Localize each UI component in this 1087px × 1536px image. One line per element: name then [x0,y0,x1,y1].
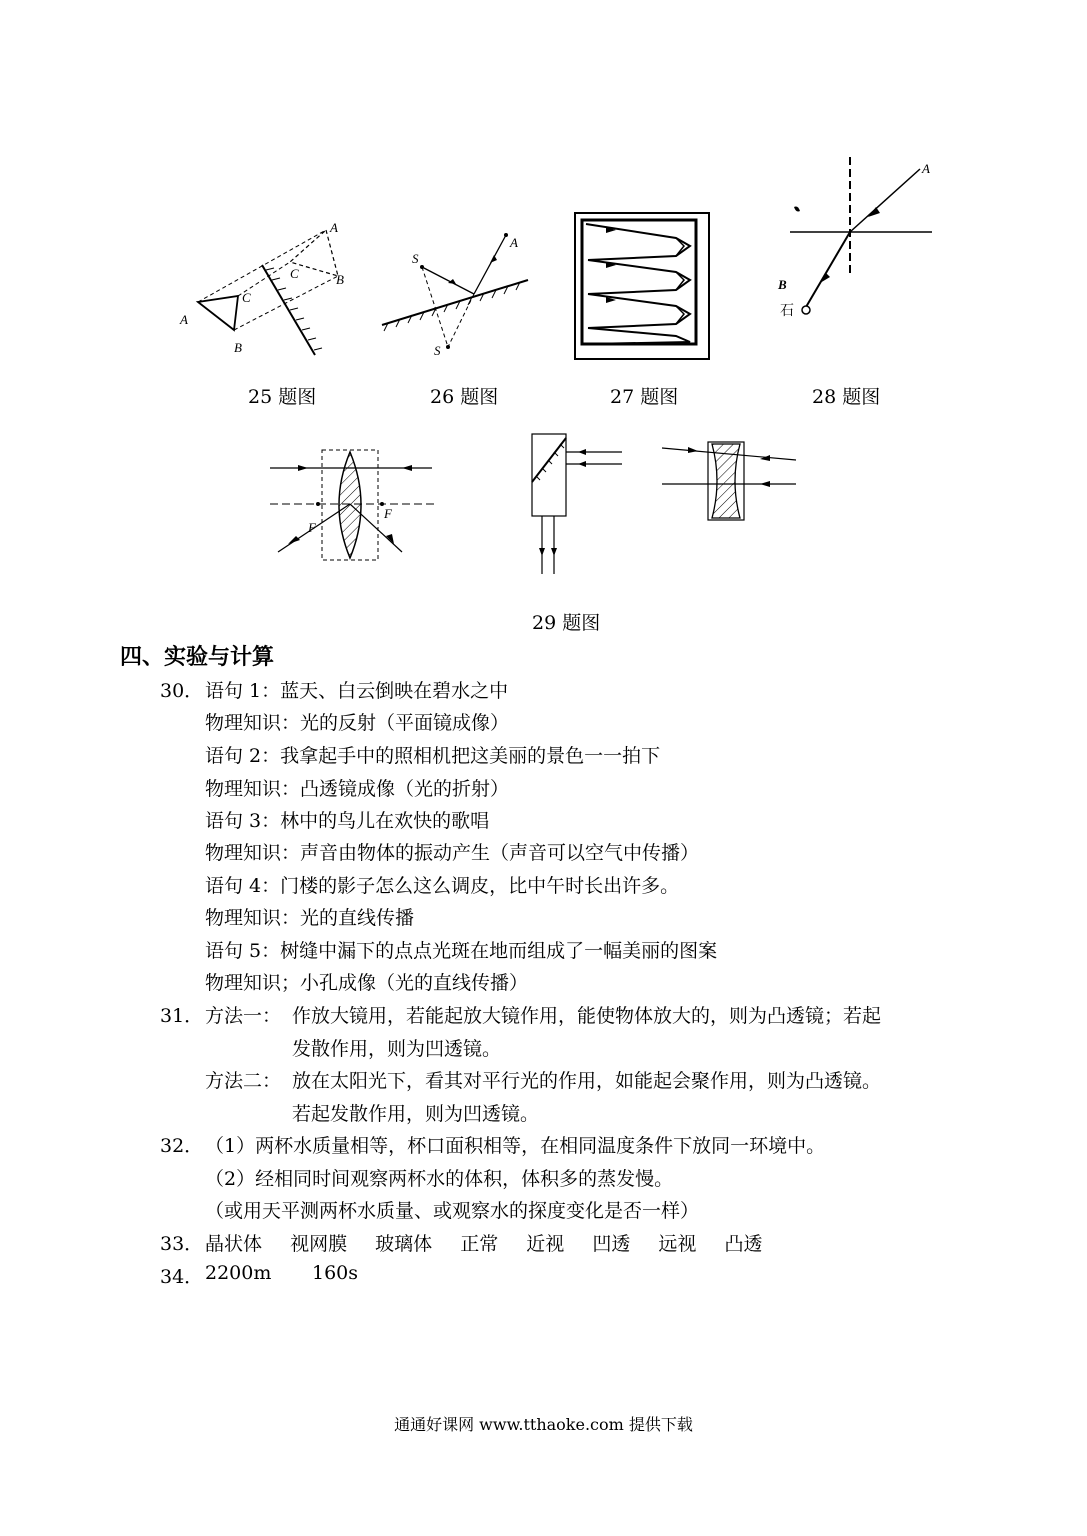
label-S-image: S [434,343,441,358]
q34-number: 34． [160,1266,204,1288]
label-F-left: F [308,520,316,535]
label-A: A [922,161,930,176]
caption-26: 26 题图 [430,386,499,408]
caption-27: 27 题图 [610,386,679,408]
q33-answers [205,1229,762,1256]
q33-number: 33． [160,1233,204,1255]
q33-answer-8: 凸透 [724,1233,763,1255]
q33-answer-3: 玻璃体 [375,1233,433,1255]
label-A-image: A [330,220,338,235]
q32-line2: （2）经相同时间观察两杯水的体积，体积多的蒸发慢。 [205,1168,674,1190]
q31-method2-line1: 放在太阳光下，看其对平行光的作用，如能起会聚作用，则为凸透镜。 [292,1070,882,1092]
label-B: B [234,340,242,355]
q34-answer-1: 2200m [205,1262,272,1284]
label-C: C [242,290,251,305]
q30-line-8: 物理知识：光的直线传播 [205,907,415,929]
q32-line3: （或用天平测两杯水质量、或观察水的探度变化是否一样） [205,1200,700,1222]
label-B: B [778,277,787,292]
label-C-image: C [290,266,299,281]
label-stone: 石 [780,303,794,319]
q31-method1-label: 方法一： [205,1005,282,1027]
section-title: 四、实验与计算 [120,645,275,670]
label-B-image: B [336,272,344,287]
q33-answer-2: 视网膜 [290,1233,348,1255]
caption-28: 28 题图 [812,386,881,408]
q33-answer-7: 远视 [658,1233,697,1255]
q32-number: 32． [160,1135,204,1157]
label-A: A [180,312,188,327]
q31-number: 31． [160,1005,204,1027]
q30-line-3: 语句 2：我拿起手中的照相机把这美丽的景色一一拍下 [205,745,661,767]
figure-26 [378,225,538,360]
q30-line-9: 语句 5：树缝中漏下的点点光斑在地而组成了一幅美丽的图案 [205,940,718,962]
label-S: S [412,251,419,266]
q30-line-2: 物理知识：光的反射（平面镜成像） [205,712,510,734]
q30-line-10: 物理知识；小孔成像（光的直线传播） [205,972,529,994]
caption-29: 29 题图 [532,612,601,634]
q30-line-1: 语句 1：蓝天、白云倒映在碧水之中 [205,680,509,702]
footer: 通通好课网 www.tthaoke.com 提供下载 [394,1415,693,1434]
figure-28 [772,155,942,325]
figure-29-convex-lens [268,448,438,563]
q30-line-6: 物理知识：声音由物体的振动产生（声音可以空气中传播） [205,842,700,864]
label-A: A [510,235,518,250]
figure-29-concave-lens [660,438,800,528]
q33-answer-6: 凹透 [592,1233,631,1255]
q34-answer-2: 160s [312,1262,359,1284]
q30-line-5: 语句 3：林中的鸟儿在欢快的歌唱 [205,810,490,832]
q30-line-4: 物理知识：凸透镜成像（光的折射） [205,778,510,800]
label-F-right: F [384,506,392,521]
q31-method1-line2: 发散作用，则为凹透镜。 [292,1038,502,1060]
q33-answer-4: 正常 [460,1233,499,1255]
q30-line-7: 语句 4：门楼的影子怎么这么调皮，比中午时长出许多。 [205,875,680,897]
q33-answer-1: 晶状体 [205,1233,263,1255]
q31-method2-line2: 若起发散作用，则为凹透镜。 [292,1103,540,1125]
caption-25: 25 题图 [248,386,317,408]
q33-answer-5: 近视 [526,1233,565,1255]
figure-29-mirror [522,430,632,580]
figure-27 [572,210,712,362]
q30-number: 30． [160,680,204,702]
q31-method1-line1: 作放大镜用，若能起放大镜作用，能使物体放大的，则为凸透镜；若起 [292,1005,882,1027]
figure-25 [170,210,370,370]
q32-line1: （1）两杯水质量相等，杯口面积相等，在相同温度条件下放同一环境中。 [205,1135,826,1157]
q31-method2-label: 方法二： [205,1070,282,1092]
